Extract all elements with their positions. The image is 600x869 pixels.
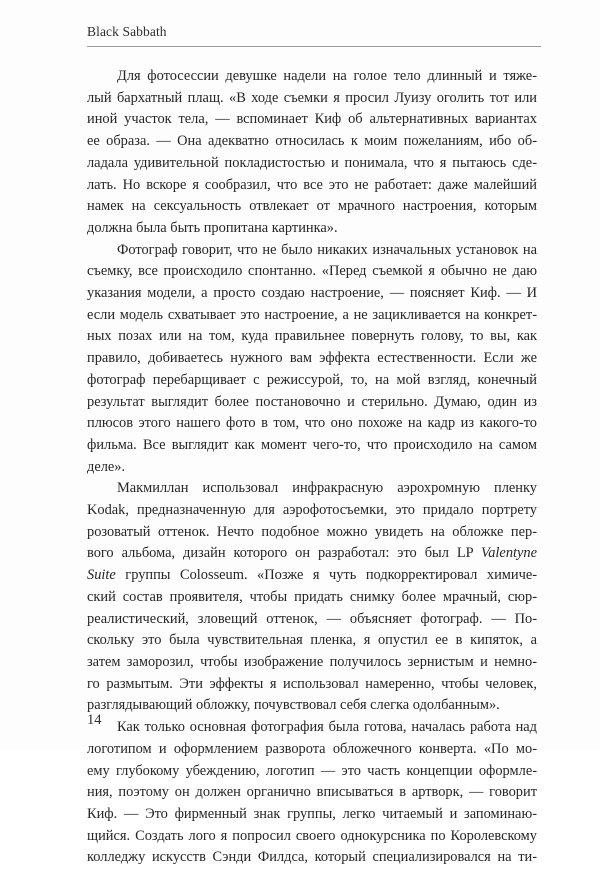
text-line: намек на сексуальность отвлекает от мрачного настроения, которым [87, 198, 537, 215]
text-line: ния, поэтому он должен органично вписываться в артворк, — говорит [87, 784, 537, 801]
text-line: Как только основная фотография была готова, началась работа над [117, 719, 537, 736]
text-line: затем заморозил, чтобы изображение получилось зернистым и немно- [87, 653, 537, 670]
header-rule [87, 46, 541, 47]
text-line: Фотограф говорит, что не было никаких изначальных установок на [117, 241, 537, 258]
text-line: лать. Но вскоре я сообразил, что все это не работает: даже малейший [87, 176, 537, 193]
text-line: ему глубокому убеждению, логотип — это часть концепции оформле- [87, 762, 537, 779]
text-line: ладала удивительной покладистостью и понимала, что я пытаюсь сде- [87, 154, 537, 171]
text-line: ее образа. — Она адекватно относилась к моим пожеланиям, ибо об- [87, 133, 537, 150]
text-line: Макмиллан использовал инфракрасную аэрохромную пленку [117, 480, 537, 497]
paragraph [87, 717, 537, 869]
text-line: реалистический, зловещий оттенок, — объясняет фотограф. — По- [87, 610, 537, 627]
text-line: Kodak, предназначенную для аэрофотосъемки, это придало портрету [87, 502, 537, 519]
text-line: лый бархатный плащ. «В ходе съемки я просил Луизу оголить тот или [87, 89, 537, 106]
text-line: розоватый оттенок. Нечто подобное можно увидеть на обложке пер- [87, 523, 537, 540]
page-number: 14 [87, 712, 102, 728]
body-text [87, 66, 537, 869]
text-line: правило, добиваетесь нужного вам эффекта естественности. Если же [87, 350, 537, 367]
text-line: иной участок тела, — вспоминает Киф об альтернативных вариантах [87, 111, 537, 128]
text-line: фотограф перебарщивает с режиссурой, то, на мой взгляд, конечный [87, 371, 537, 388]
text-line: Для фотосессии девушке надели на голое тело длинный и тяже- [117, 68, 537, 84]
text-line: указания модели, а просто создаю настроение, — поясняет Киф. — И [87, 285, 537, 302]
paragraph [87, 478, 537, 717]
text-line: Suite группы Colosseum. «Позже я чуть подкорректировал химиче- [87, 567, 537, 584]
text-line: ский состав проявителя, чтобы придать снимку более мрачный, сюр- [87, 588, 537, 605]
text-line: съемку, все происходило спонтанно. «Перед съемкой я обычно не даю [87, 263, 537, 280]
text-line: результат выглядит более постановочно и стерильно. Думаю, один из [87, 393, 537, 410]
paragraph [87, 66, 537, 240]
text-line: вого альбома, дизайн которого он разработал: это был LP Valentyne [87, 545, 537, 562]
text-line: щийся. Создать лого я попросил своего однокурсника по Королевскому [87, 827, 537, 844]
text-line: деле». [87, 458, 126, 475]
text-line: го размытым. Эти эффекты я использовал намеренно, чтобы человек, [87, 675, 537, 692]
text-line: если модель схватывает это настроение, а не зацикливается на конкрет- [87, 306, 537, 323]
text-line: скольку это была чувствительная пленка, я опустил ее в кипяток, а [87, 632, 537, 649]
text-line: ных позах или на том, куда правильнее повернуть голову, то вы, как [87, 328, 537, 345]
text-line: колледжу искусств Сэнди Филдса, который специализировался на ти- [87, 849, 537, 866]
running-title: Black Sabbath [87, 24, 167, 39]
text-line: разглядывающий обложку, почувствовал себя слегка одолбанным». [87, 697, 500, 714]
text-line: Киф. — Это фирменный знак группы, легко читаемый и запоминаю- [87, 805, 537, 822]
text-line: плюсов этого нашего фото в том, что оно похоже на кадр из какого-то [87, 415, 537, 432]
text-line: должна была быть пропитана картинка». [87, 219, 338, 236]
text-line: логотипом и оформлением разворота обложечного конверта. «По мо- [87, 740, 537, 757]
paragraph [87, 240, 537, 479]
text-line: фильма. Все выглядит как момент чего-то, что происходило на самом [87, 436, 537, 453]
